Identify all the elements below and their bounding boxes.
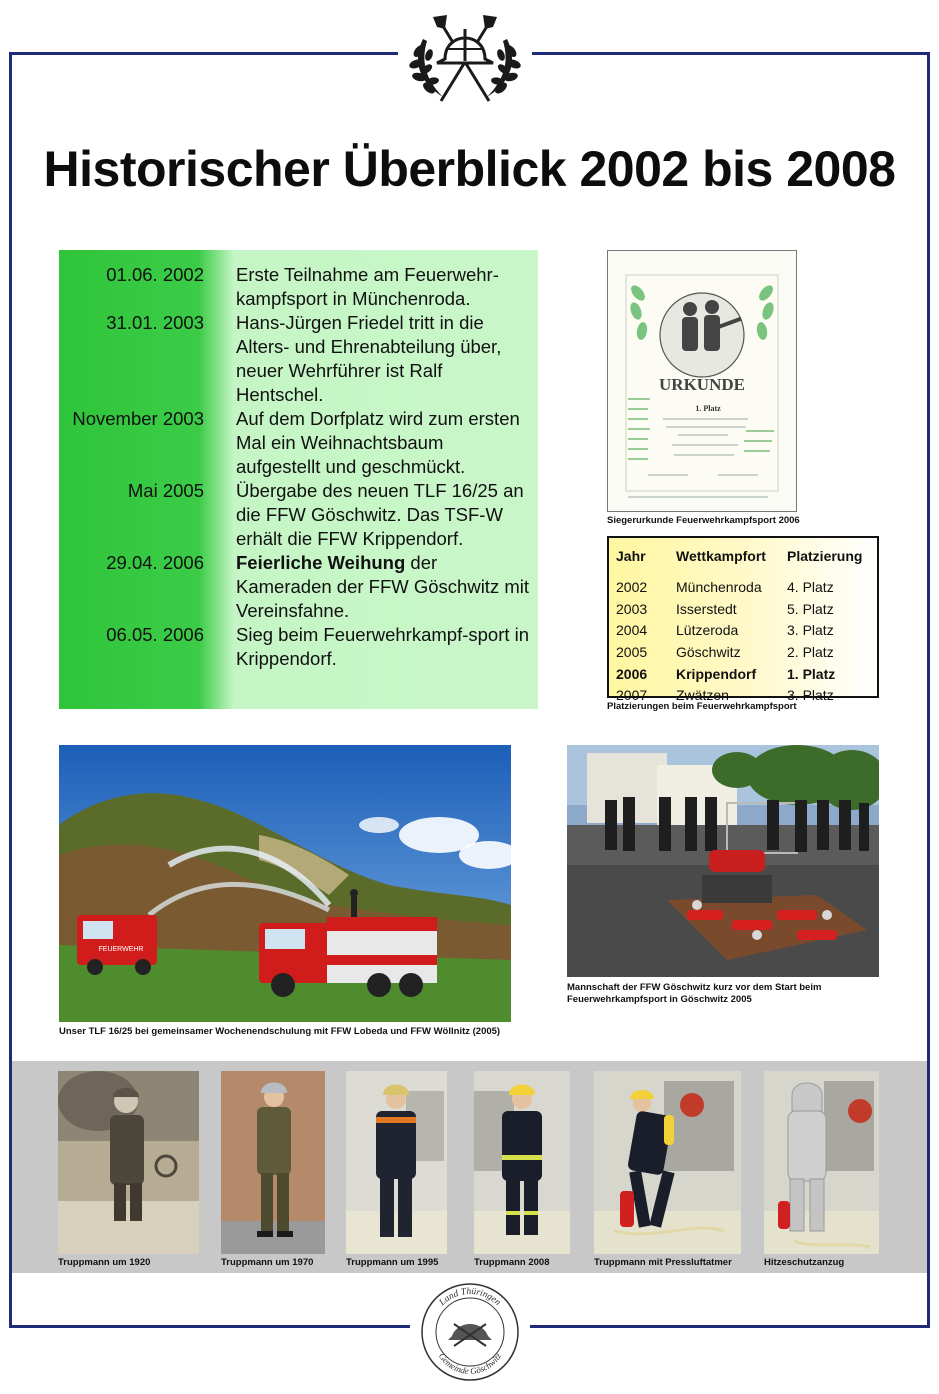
truck-photo-caption: Unser TLF 16/25 bei gemeinsamer Wochenendschulung mit FFW Lobeda und FFW Wöllnitz (2005)	[59, 1026, 501, 1037]
table-row	[616, 619, 868, 641]
cell-year: 2003	[616, 600, 648, 617]
cell-location: Krippendorf	[676, 665, 757, 682]
cell-year: 2007	[616, 687, 648, 704]
cell-year: 2002	[616, 578, 648, 595]
timeline-date: November 2003	[72, 408, 204, 429]
timeline-date: 31.01. 2003	[106, 312, 204, 333]
header-location: Wettkampfort	[676, 548, 766, 564]
cell-location: Zwätzen	[676, 687, 729, 704]
fire-brigade-emblem	[398, 6, 532, 110]
table-row	[616, 598, 868, 620]
gallery-caption-heat-suit: Hitzeschutzanzug	[764, 1257, 845, 1268]
placings-table	[607, 536, 879, 704]
timeline-date: 01.06. 2002	[106, 264, 204, 285]
history-timeline	[59, 250, 538, 709]
table-header-row	[616, 542, 868, 570]
cell-rank: 3. Platz	[787, 687, 834, 704]
cell-rank: 1. Platz	[787, 665, 836, 682]
cell-rank: 4. Platz	[787, 578, 834, 595]
timeline-text: Hans-Jürgen Friedel tritt in die Alters- und Ehrenabteilung über, neuer Wehrführer ist Ralf Hentschel.	[236, 312, 502, 405]
cell-rank: 3. Platz	[787, 622, 834, 639]
municipal-seal	[410, 1276, 530, 1388]
gallery-caption-breathing-apparatus: Truppmann mit Pressluftatmer	[594, 1257, 732, 1268]
page-title: Historischer Überblick 2002 bis 2008	[43, 141, 896, 197]
timeline-text-bold: Feierliche Weihung	[236, 552, 406, 573]
fire-truck-photo	[59, 745, 511, 1022]
timeline-entry	[59, 311, 531, 407]
gallery-caption-1920: Truppmann um 1920	[58, 1257, 151, 1268]
certificate-place: 1. Platz	[695, 404, 721, 413]
gallery-photo-1920	[58, 1071, 199, 1254]
timeline-text: Übergabe des neuen TLF 16/25 an die FFW Göschwitz. Das TSF-W erhält die FFW Krippendorf.	[236, 480, 524, 549]
van-label: FEUERWEHR	[98, 946, 144, 953]
cell-location: Münchenroda	[676, 578, 762, 595]
table-row-highlight	[616, 663, 868, 685]
gallery-caption-1995: Truppmann um 1995	[346, 1257, 439, 1268]
header-rank: Platzierung	[787, 548, 863, 564]
timeline-date: 29.04. 2006	[106, 552, 204, 573]
helmet-wreath-icon	[403, 9, 527, 107]
timeline-text: Sieg beim Feuerwehrkampf-sport in Krippendorf.	[236, 624, 530, 669]
timeline-text	[236, 551, 531, 623]
cell-location: Isserstedt	[676, 600, 737, 617]
header-year: Jahr	[616, 548, 646, 564]
timeline-text: Auf dem Dorfplatz wird zum ersten Mal ein Weihnachtsbaum aufgestellt und geschmückt.	[236, 408, 520, 477]
timeline-entry	[59, 263, 531, 311]
cell-year: 2004	[616, 622, 648, 639]
gallery-photo-2008	[474, 1071, 570, 1254]
gallery-photo-1970	[221, 1071, 325, 1254]
placings-caption: Platzierungen beim Feuerwehrkampfsport	[607, 701, 797, 712]
cell-year: 2005	[616, 643, 648, 660]
cell-location: Göschwitz	[676, 643, 741, 660]
gallery-caption-2008: Truppmann 2008	[474, 1257, 550, 1268]
certificate-caption: Siegerurkunde Feuerwehrkampfsport 2006	[607, 515, 800, 526]
cell-year: 2006	[616, 665, 648, 682]
certificate-heading: URKUNDE	[659, 375, 745, 394]
timeline-entry	[59, 479, 531, 551]
timeline-entry	[59, 623, 531, 671]
team-photo	[567, 745, 879, 977]
timeline-date: 06.05. 2006	[106, 624, 204, 645]
seal-icon	[418, 1280, 522, 1384]
timeline-text: Erste Teilnahme am Feuerwehr-kampfsport in Münchenroda.	[236, 264, 499, 309]
team-photo-caption: Mannschaft der FFW Göschwitz kurz vor dem Start beim Feuerwehrkampfsport in Göschwitz 2005	[567, 982, 822, 1005]
cell-rank: 2. Platz	[787, 643, 834, 660]
seal-text-top: Land Thüringen	[437, 1286, 503, 1308]
certificate-image	[607, 250, 797, 512]
table-row	[616, 641, 868, 663]
timeline-text-rest: der Kameraden der FFW Göschwitz mit Vereinsfahne.	[236, 552, 529, 621]
timeline-entry	[59, 551, 531, 623]
cell-location: Lützeroda	[676, 622, 739, 639]
gallery-photo-breathing-apparatus	[594, 1071, 741, 1254]
timeline-entry	[59, 407, 531, 479]
gallery-caption-1970: Truppmann um 1970	[221, 1257, 314, 1268]
gallery-photo-1995	[346, 1071, 447, 1254]
timeline-date: Mai 2005	[127, 480, 204, 501]
cell-rank: 5. Platz	[787, 600, 834, 617]
gallery-photo-heat-suit	[764, 1071, 879, 1254]
seal-text-bottom: Gemeinde Göschwitz	[436, 1351, 504, 1377]
table-row	[616, 576, 868, 598]
